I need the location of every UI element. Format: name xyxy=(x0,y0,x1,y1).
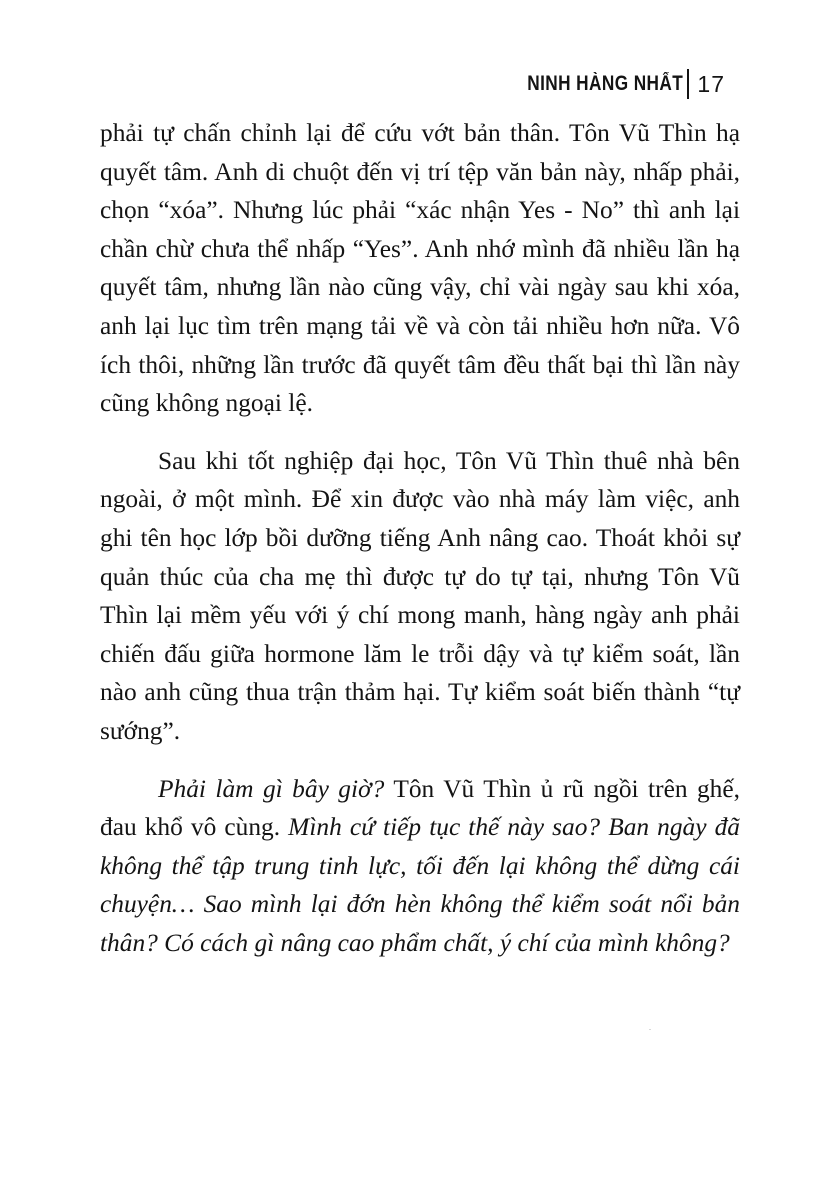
page-number: 17 xyxy=(697,70,725,97)
paragraph-3 xyxy=(100,770,740,963)
narration-text: Tôn Vũ Thìn ủ rũ ngồi trên ghế, đau khổ vô cùng. xyxy=(100,774,740,842)
paragraph-2-text: Sau khi tốt nghiệp đại học, Tôn Vũ Thìn thuê nhà bên ngoài, ở một mình. Để xin được vào nhà máy làm việc, anh ghi tên học lớp bồi dưỡng tiếng Anh nâng cao. Thoát khỏi sự quản thúc của cha mẹ thì được tự do tự tại, nhưng Tôn Vũ Thìn lại mềm yếu với ý chí mong manh, hàng ngày anh phải chiến đấu giữa hormone lăm le trỗi dậy và tự kiểm soát, lần nào anh cũng thua trận thảm hại. Tự kiểm soát biến thành “tự sướng”. xyxy=(100,446,740,745)
header-title: NINH HÀNG NHẤT xyxy=(527,72,684,95)
scan-speck xyxy=(649,1029,651,1030)
inner-thought-text: Mình cứ tiếp tục thế này sao? Ban ngày đã không thể tập trung tinh lực, tối đến lại không thể dừng cái chuyện… Sao mình lại đớn hèn không thể kiểm soát nổi bản thân? Có cách gì nâng cao phẩm chất, ý chí của mình không? xyxy=(100,813,740,957)
paragraph-1-text: phải tự chấn chỉnh lại để cứu vớt bản thân. Tôn Vũ Thìn hạ quyết tâm. Anh di chuột đến vị trí tệp văn bản này, nhấp phải, chọn “xóa”. Nhưng lúc phải “xác nhận Yes - No” thì anh lại chần chừ chưa thể nhấp “Yes”. Anh nhớ mình đã nhiều lần hạ quyết tâm, nhưng lần nào cũng vậy, chỉ vài ngày sau khi xóa, anh lại lục tìm trên mạng tải về và còn tải nhiều hơn nữa. Vô ích thôi, những lần trước đã quyết tâm đều thất bại thì lần này cũng không ngoại lệ. xyxy=(100,119,740,418)
running-header xyxy=(493,66,725,102)
paragraph-2 xyxy=(100,442,740,751)
paragraph-1 xyxy=(100,114,740,423)
header-divider xyxy=(687,69,689,99)
body-text xyxy=(100,114,740,962)
inner-thought-question: Phải làm gì bây giờ? xyxy=(158,774,385,803)
